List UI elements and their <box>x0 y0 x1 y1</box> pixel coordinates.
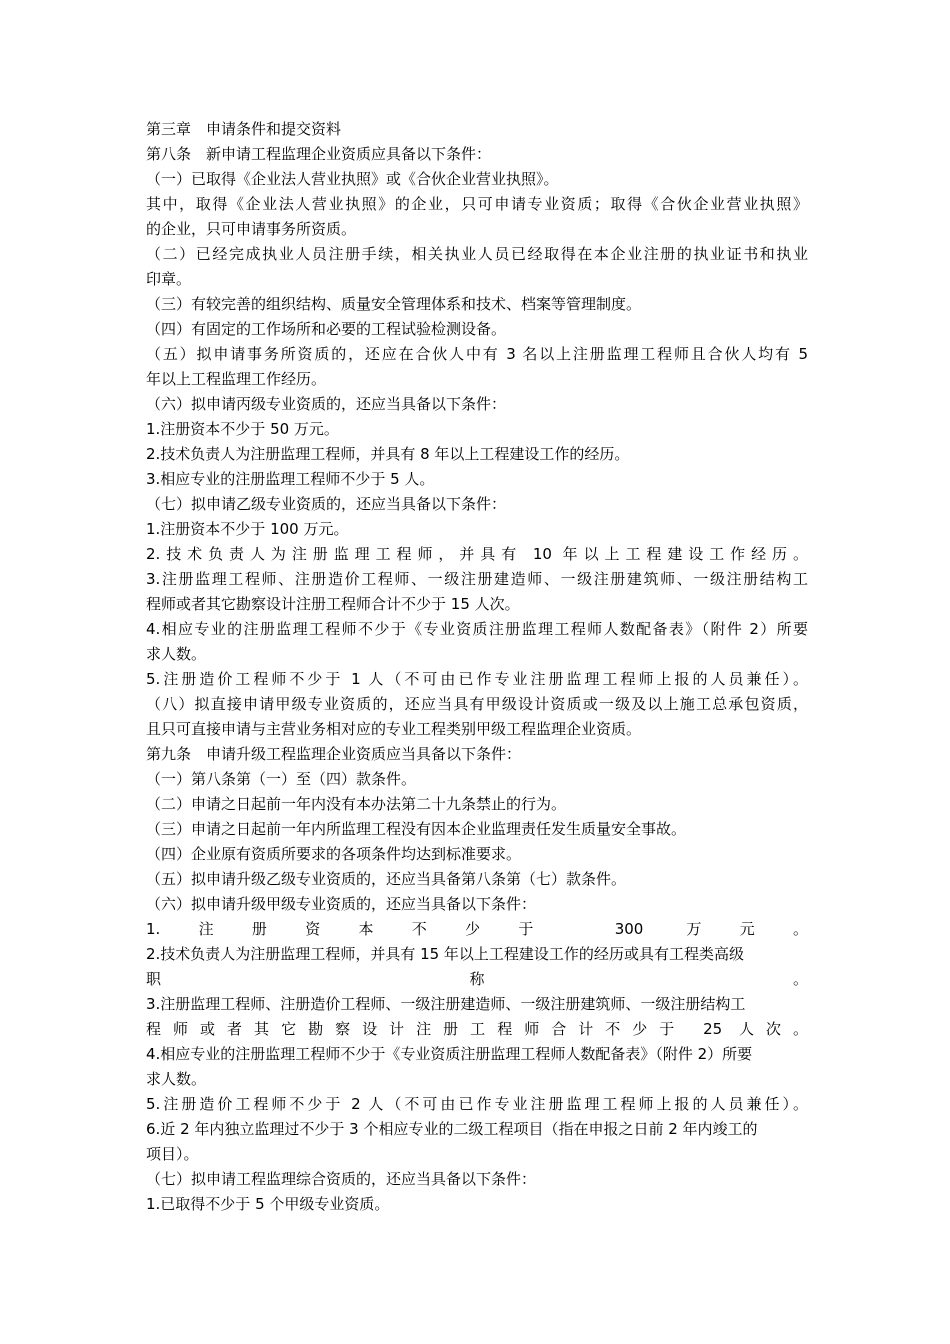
text-line: 4.相应专业的注册监理工程师不少于《专业资质注册监理工程师人数配备表》（附件 2）所要 <box>146 620 808 638</box>
text-line: 程师或者其它勘察设计注册工程师合计不少于 15 人次。 <box>146 595 520 613</box>
text-line: （四）有固定的工作场所和必要的工程试验检测设备。 <box>146 320 507 338</box>
text-line: 5.注册造价工程师不少于 2 人（不可由已作专业注册监理工程师上报的人员兼任）。 <box>146 1095 808 1113</box>
text-line: （五）拟申请事务所资质的，还应在合伙人中有 3 名以上注册监理工程师且合伙人均有 5 <box>146 345 808 363</box>
text-line: （六）拟申请升级甲级专业资质的，还应当具备以下条件： <box>146 895 537 913</box>
text-line: （四）企业原有资质所要求的各项条件均达到标准要求。 <box>146 845 522 863</box>
text-line: 第三章 申请条件和提交资料 <box>146 120 342 138</box>
text-line: 且只可直接申请与主营业务相对应的专业工程类别甲级工程监理企业资质。 <box>146 720 642 738</box>
text-line: 3.注册监理工程师、注册造价工程师、一级注册建造师、一级注册建筑师、一级注册结构工 <box>146 995 746 1013</box>
text-line: 1.已取得不少于 5 个甲级专业资质。 <box>146 1195 390 1213</box>
text-line: 第九条 申请升级工程监理企业资质应当具备以下条件： <box>146 745 522 763</box>
text-line: 1.注册资本不少于 50 万元。 <box>146 420 339 438</box>
text-line: 2.技术负责人为注册监理工程师，并具有 10 年以上工程建设工作经历。 <box>146 545 808 563</box>
text-line: 求人数。 <box>146 1070 207 1088</box>
text-line: 职称。 <box>146 970 808 988</box>
text-line: （一）第八条第（一）至（四）款条件。 <box>146 770 417 788</box>
text-line: 其中，取得《企业法人营业执照》的企业，只可申请专业资质；取得《合伙企业营业执照》 <box>146 195 808 213</box>
text-line: 程师或者其它勘察设计注册工程师合计不少于 25 人次。 <box>146 1020 808 1038</box>
text-line: （一）已取得《企业法人营业执照》或《合伙企业营业执照》。 <box>146 170 559 188</box>
text-line: （五）拟申请升级乙级专业资质的，还应当具备第八条第（七）款条件。 <box>146 870 627 888</box>
text-line: 1.注册资本不少于 300 万元。 <box>146 920 808 938</box>
text-line: （七）拟申请乙级专业资质的，还应当具备以下条件： <box>146 495 507 513</box>
text-line: 1.注册资本不少于 100 万元。 <box>146 520 349 538</box>
text-line: （六）拟申请丙级专业资质的，还应当具备以下条件： <box>146 395 507 413</box>
text-line: 4.相应专业的注册监理工程师不少于《专业资质注册监理工程师人数配备表》（附件 2）所要 <box>146 1045 753 1063</box>
text-line: 5.注册造价工程师不少于 1 人（不可由已作专业注册监理工程师上报的人员兼任）。 <box>146 670 808 688</box>
text-line: 第八条 新申请工程监理企业资质应具备以下条件： <box>146 145 492 163</box>
text-line: （八）拟直接申请甲级专业资质的，还应当具有甲级设计资质或一级及以上施工总承包资质， <box>146 695 808 713</box>
text-line: （七）拟申请工程监理综合资质的，还应当具备以下条件： <box>146 1170 537 1188</box>
text-line: （三）有较完善的组织结构、质量安全管理体系和技术、档案等管理制度。 <box>146 295 642 313</box>
text-line: （二）申请之日起前一年内没有本办法第二十九条禁止的行为。 <box>146 795 567 813</box>
text-line: 6.近 2 年内独立监理过不少于 3 个相应专业的二级工程项目（指在申报之日前 2 年内竣工的 <box>146 1120 758 1138</box>
document-body <box>146 117 808 1217</box>
text-line: 印章。 <box>146 270 192 288</box>
text-line: 2.技术负责人为注册监理工程师，并具有 8 年以上工程建设工作的经历。 <box>146 445 630 463</box>
text-line: 3.注册监理工程师、注册造价工程师、一级注册建造师、一级注册建筑师、一级注册结构工 <box>146 570 808 588</box>
text-line: （二）已经完成执业人员注册手续，相关执业人员已经取得在本企业注册的执业证书和执业 <box>146 245 808 263</box>
text-line: 2.技术负责人为注册监理工程师，并具有 15 年以上工程建设工作的经历或具有工程类高级 <box>146 945 744 963</box>
text-line: （三）申请之日起前一年内所监理工程没有因本企业监理责任发生质量安全事故。 <box>146 820 687 838</box>
text-line: 的企业，只可申请事务所资质。 <box>146 220 357 238</box>
text-line: 3.相应专业的注册监理工程师不少于 5 人。 <box>146 470 435 488</box>
text-line: 项目）。 <box>146 1145 199 1163</box>
text-line: 年以上工程监理工作经历。 <box>146 370 327 388</box>
text-line: 求人数。 <box>146 645 207 663</box>
